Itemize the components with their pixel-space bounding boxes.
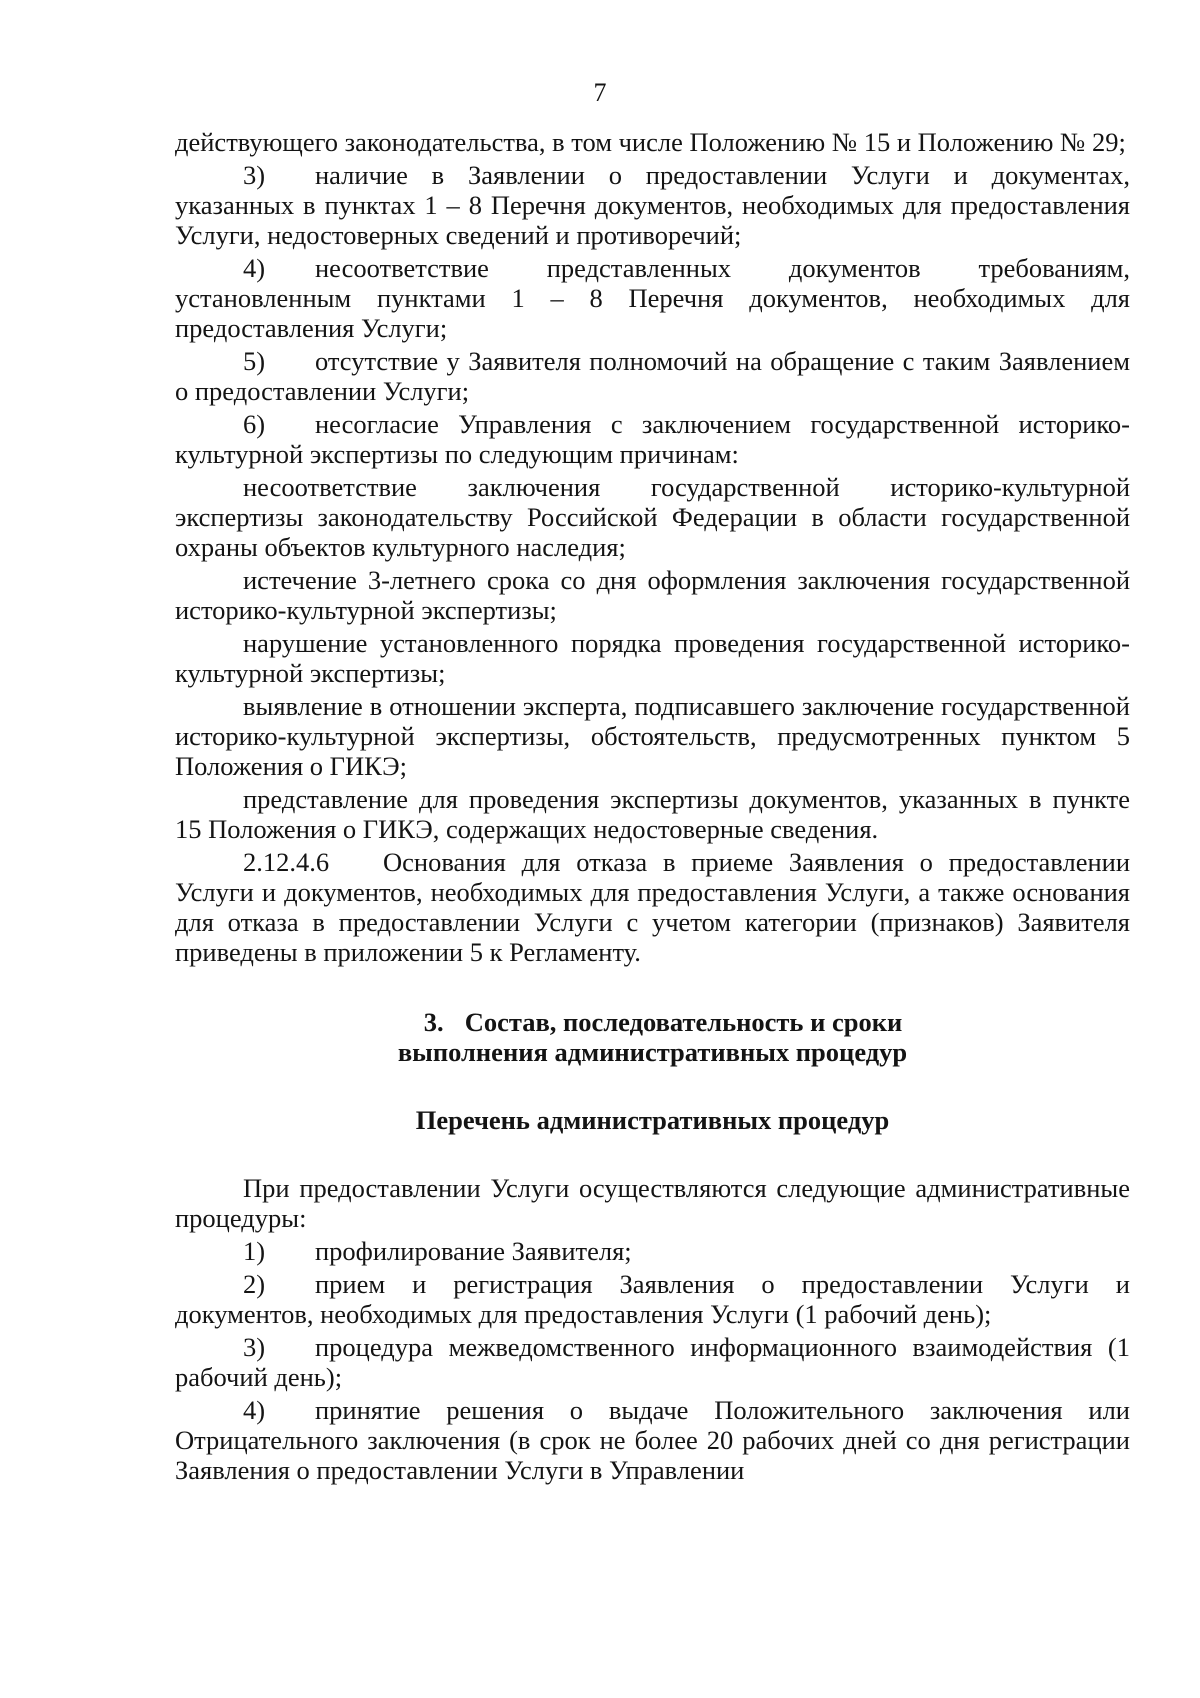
paragraph-number: 1)	[243, 1236, 266, 1266]
paragraph-number: 4)	[243, 1395, 266, 1425]
paragraph-text: выявление в отношении эксперта, подписавшего заключение государственной историко-культурной экспертизы, обстоятельств, предусмотренных пунктом 5 Положения о ГИКЭ;	[175, 691, 1130, 781]
paragraph-text: несогласие Управления с заключением государственной историко-культурной экспертизы по следующим причинам:	[175, 409, 1130, 469]
paragraph-number: 2)	[243, 1269, 266, 1299]
paragraph	[175, 628, 1130, 688]
paragraph-text: несоответствие заключения государственной историко-культурной экспертизы законодательству Российской Федерации в области государственной охраны объектов культурного наследия;	[175, 472, 1130, 562]
paragraph-number: 4)	[243, 253, 266, 283]
paragraph	[175, 346, 1130, 406]
paragraph-text: наличие в Заявлении о предоставлении Услуги и документах, указанных в пунктах 1 – 8 Перечня документов, необходимых для предоставления Услуги, недостоверных сведений и противоречий;	[175, 160, 1130, 250]
page-number: 7	[593, 78, 607, 107]
paragraph-text: процедура межведомственного информационного взаимодействия (1 рабочий день);	[175, 1332, 1130, 1392]
paragraph	[175, 691, 1130, 781]
paragraph	[175, 127, 1130, 157]
subsection-title: Перечень административных процедур	[415, 1105, 890, 1135]
paragraph-text: прием и регистрация Заявления о предоставлении Услуги и документов, необходимых для предоставления Услуги (1 рабочий день);	[175, 1269, 1130, 1329]
paragraph-text: принятие решения о выдаче Положительного заключения или Отрицательного заключения (в срок не более 20 рабочих дней со дня регистрации Заявления о предоставлении Услуги в Управлении	[175, 1395, 1130, 1485]
paragraph-number: 3)	[243, 1332, 266, 1362]
paragraph-text: истечение 3-летнего срока со дня оформления заключения государственной историко-культурной экспертизы;	[175, 565, 1130, 625]
paragraph-text: отсутствие у Заявителя полномочий на обращение с таким Заявлением о предоставлении Услуги;	[175, 346, 1130, 406]
section-number: 3.	[423, 1007, 444, 1037]
paragraph	[175, 784, 1130, 844]
paragraph-number: 2.12.4.6	[243, 847, 330, 877]
paragraph	[175, 409, 1130, 469]
document-body	[175, 127, 1130, 1485]
paragraph-text: нарушение установленного порядка проведения государственной историко-культурной экспертизы;	[175, 628, 1130, 688]
section-heading	[175, 1007, 1130, 1067]
paragraph	[175, 253, 1130, 343]
paragraph-list	[175, 127, 1130, 967]
paragraph-number: 5)	[243, 346, 266, 376]
procedure-item	[175, 1395, 1130, 1485]
paragraph-number: 6)	[243, 409, 266, 439]
paragraph-text: несоответствие представленных документов требованиям, установленным пунктами 1 – 8 Перечня документов, необходимых для предоставления Услуги;	[175, 253, 1130, 343]
procedure-item	[175, 1236, 1130, 1266]
paragraph	[175, 160, 1130, 250]
paragraph-text: действующего законодательства, в том числе Положению № 15 и Положению № 29;	[175, 127, 1126, 157]
paragraph	[175, 472, 1130, 562]
paragraph-text: профилирование Заявителя;	[315, 1236, 632, 1266]
section-title-line1: 3. Состав, последовательность и сроки	[175, 1007, 1130, 1037]
paragraph	[175, 565, 1130, 625]
procedures-intro: При предоставлении Услуги осуществляются следующие административные процедуры:	[175, 1173, 1130, 1233]
paragraph	[175, 847, 1130, 967]
paragraph-number: 3)	[243, 160, 266, 190]
section-title-line2: выполнения административных процедур	[397, 1037, 908, 1067]
procedure-list	[175, 1236, 1130, 1485]
paragraph-text: представление для проведения экспертизы документов, указанных в пункте 15 Положения о ГИКЭ, содержащих недостоверные сведения.	[175, 784, 1130, 844]
procedure-item	[175, 1269, 1130, 1329]
procedure-item	[175, 1332, 1130, 1392]
paragraph-text: Основания для отказа в приеме Заявления о предоставлении Услуги и документов, необходимых для предоставления Услуги, а также основания для отказа в предоставлении Услуги с учетом категории (признаков) Заявителя приведены в приложении 5 к Регламенту.	[175, 847, 1130, 967]
